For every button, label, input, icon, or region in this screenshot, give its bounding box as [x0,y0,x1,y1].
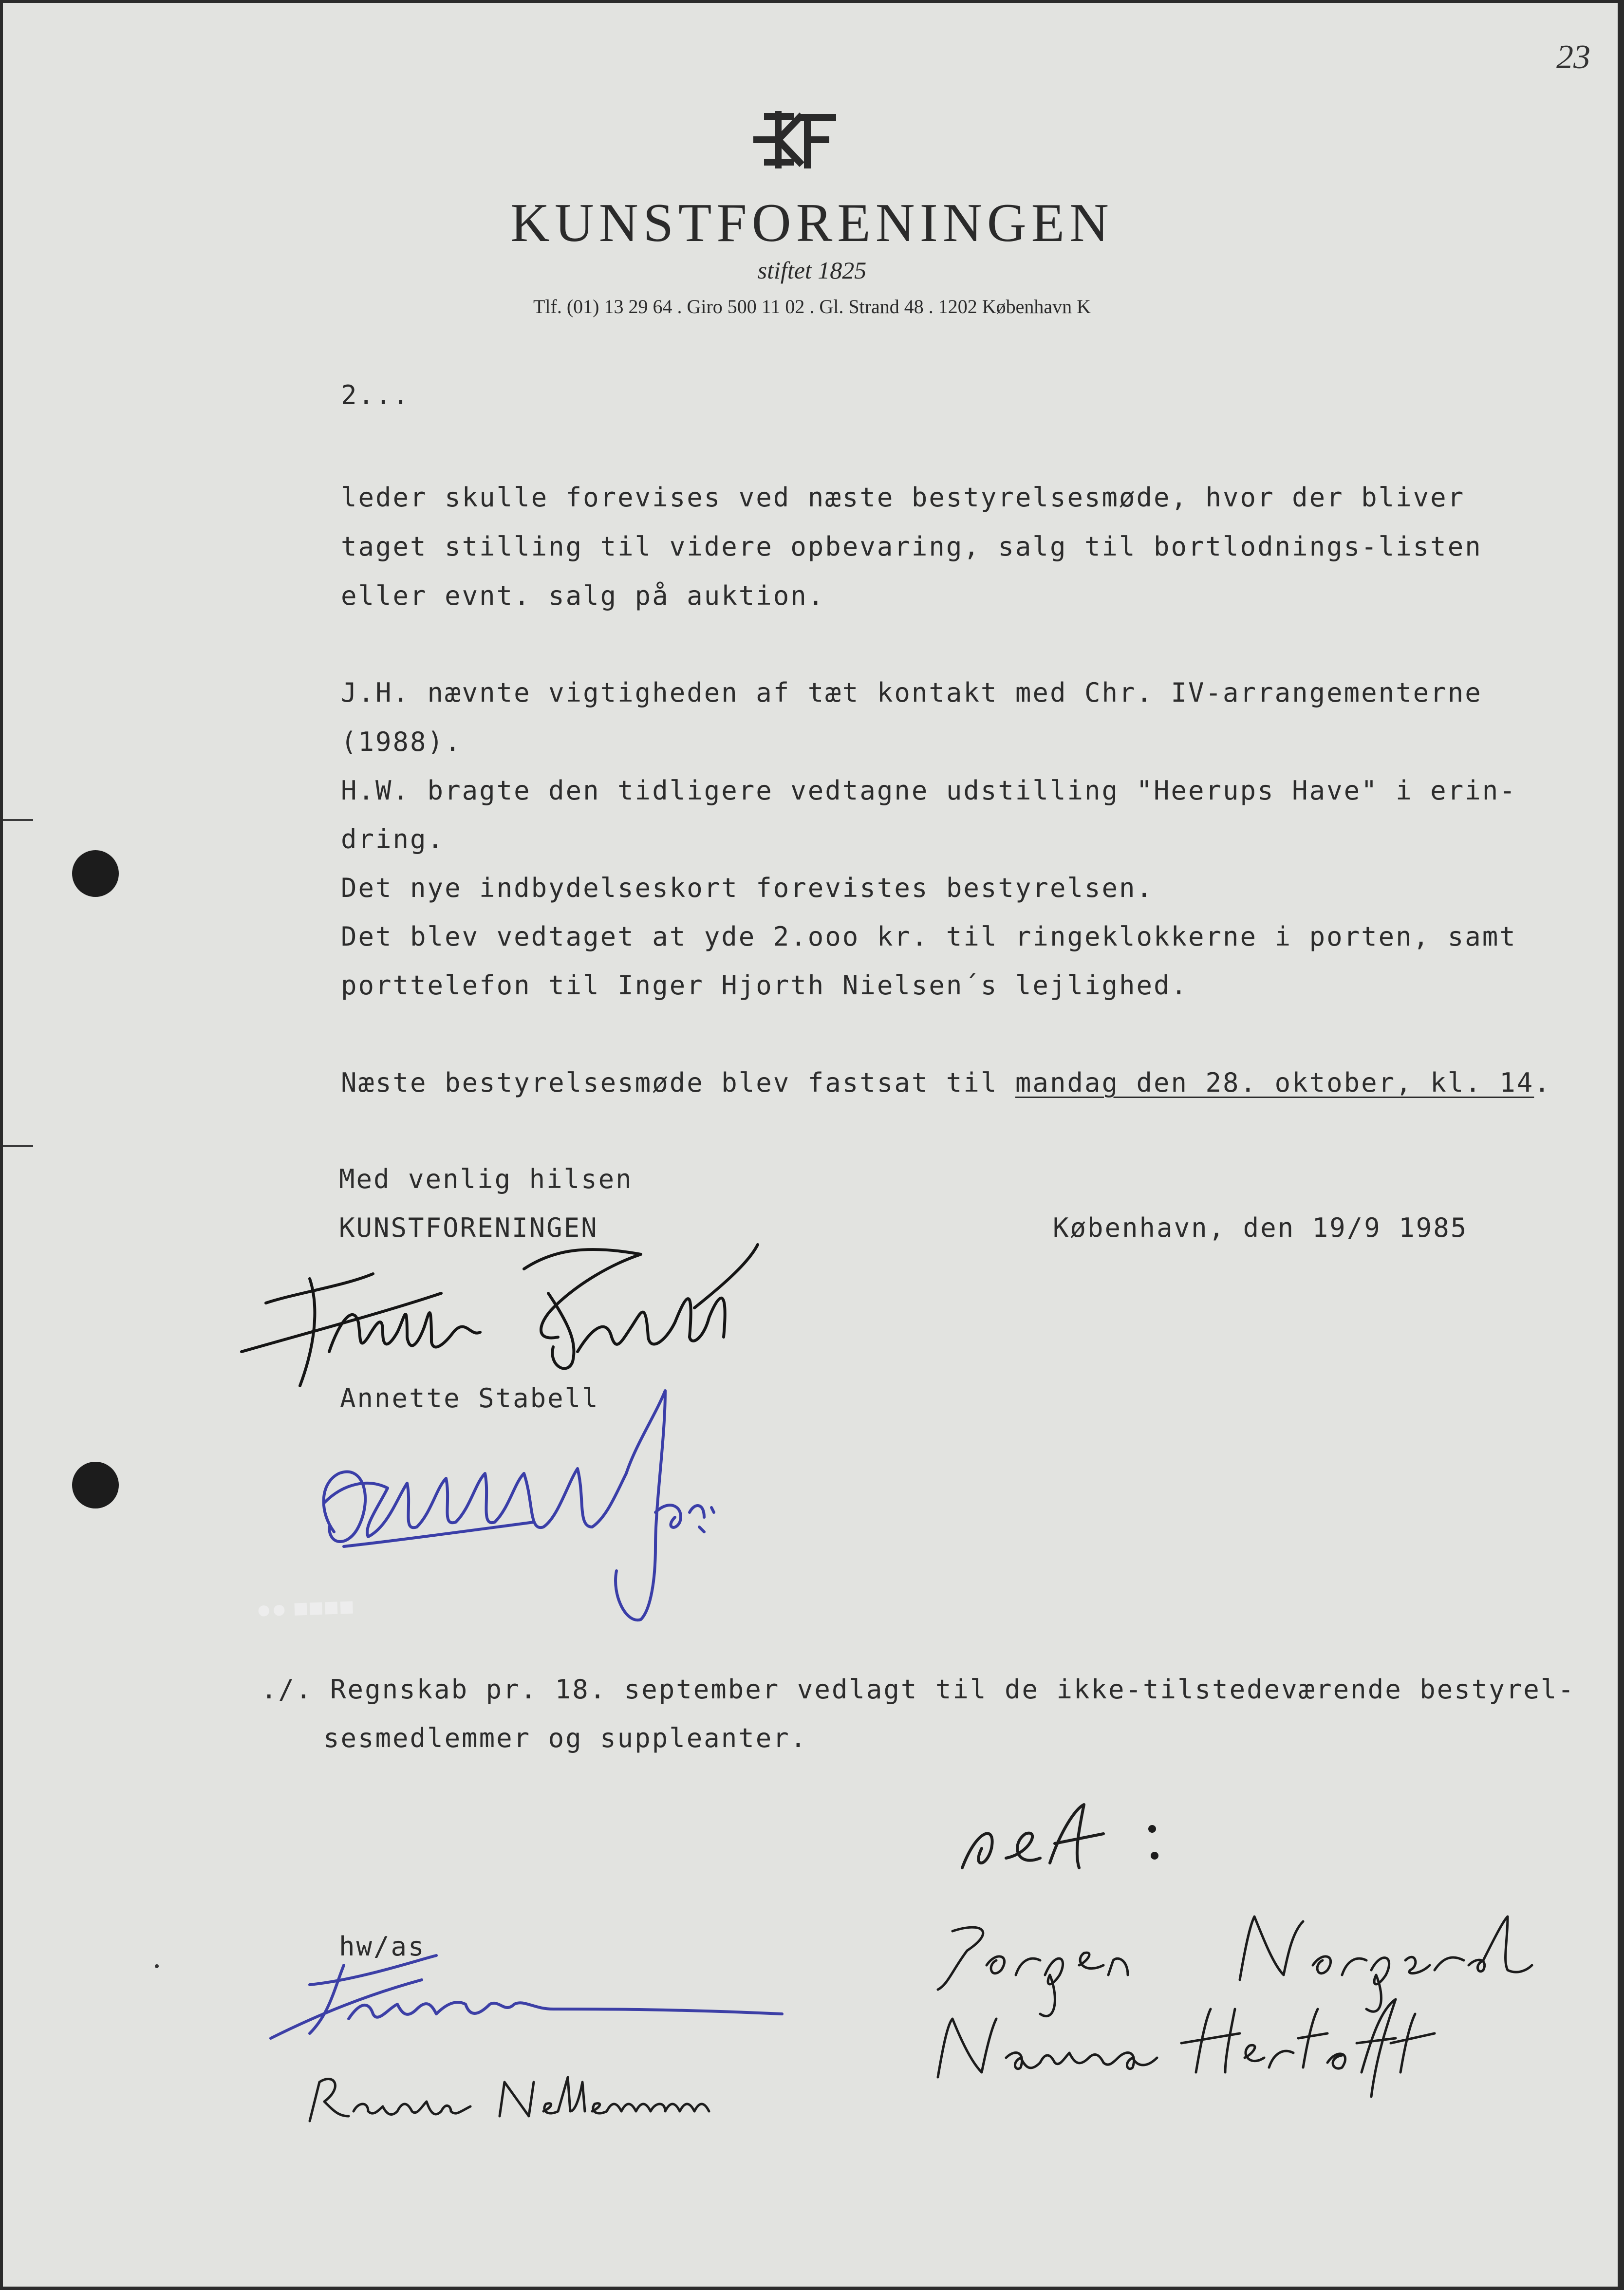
body-line: porttelefon til Inger Hjorth Nielsen´s lejlighed. [341,970,1189,1001]
body-line: eller evnt. salg på auktion. [341,580,825,611]
faint-stamp: ●● ■■■■ [256,1593,355,1624]
page-number: 23 [1556,38,1590,76]
body-line: J.H. nævnte vigtigheden af tæt kontakt med Chr. IV-arrangementerne [341,677,1482,708]
handwritten-name-rasmus-nellemann [305,2063,772,2126]
initials: hw/as [339,1931,426,1962]
logo-monogram [753,108,840,171]
margin-tick [3,1145,33,1147]
body-line: Det nye indbydelseskort forevistes bestyrelsen. [341,873,1154,903]
body-line: H.W. bragte den tidligere vedtagne udstilling "Heerups Have" i erin- [341,775,1517,806]
body-line: leder skulle forevises ved næste bestyrelsesmøde, hvor der bliver [341,482,1465,513]
enclosure-line: ./. Regnskab pr. 18. september vedlagt til de ikke-tilstedeværende bestyrel- [261,1674,1575,1705]
binder-hole [72,1462,119,1508]
page-marker: 2... [341,380,411,410]
closing-org: KUNSTFORENINGEN [339,1212,598,1243]
place-date: København, den 19/9 1985 [1053,1212,1468,1243]
contact-line: Tlf. (01) 13 29 64 . Giro 500 11 02 . Gl. Strand 48 . 1202 København K [533,296,1091,317]
greeting: Med venlig hilsen [339,1164,633,1194]
body-line: (1988). [341,726,462,757]
founded-line: stiftet 1825 [757,257,867,284]
handwritten-seen [957,1800,1181,1878]
enclosure-line: sesmedlemmer og suppleanter. [323,1723,808,1753]
margin-tick [3,819,33,821]
handwritten-names-board [923,1912,1576,2106]
signatory-name: Annette Stabell [340,1383,599,1414]
ink-dot [155,1964,159,1968]
body-line: taget stilling til videre opbevaring, salg til bortlodnings-listen [341,531,1482,562]
next-meeting-line [341,1067,1551,1098]
next-meeting-period: . [1534,1067,1551,1098]
signature-rasmus-nellemann [261,1946,797,2043]
signature-blue [315,1386,733,1639]
signature-annette-stabell [237,1240,772,1405]
next-meeting-text: Næste bestyrelsesmøde blev fastsat til [341,1067,1015,1098]
body-line: dring. [341,824,445,855]
org-name: KUNSTFORENINGEN [510,193,1114,253]
body-line: Det blev vedtaget at yde 2.ooo kr. til ringeklokkerne i porten, samt [341,921,1517,952]
document-page [3,3,1618,2287]
binder-hole [72,850,119,897]
next-meeting-date: mandag den 28. oktober, kl. 14 [1015,1067,1534,1098]
